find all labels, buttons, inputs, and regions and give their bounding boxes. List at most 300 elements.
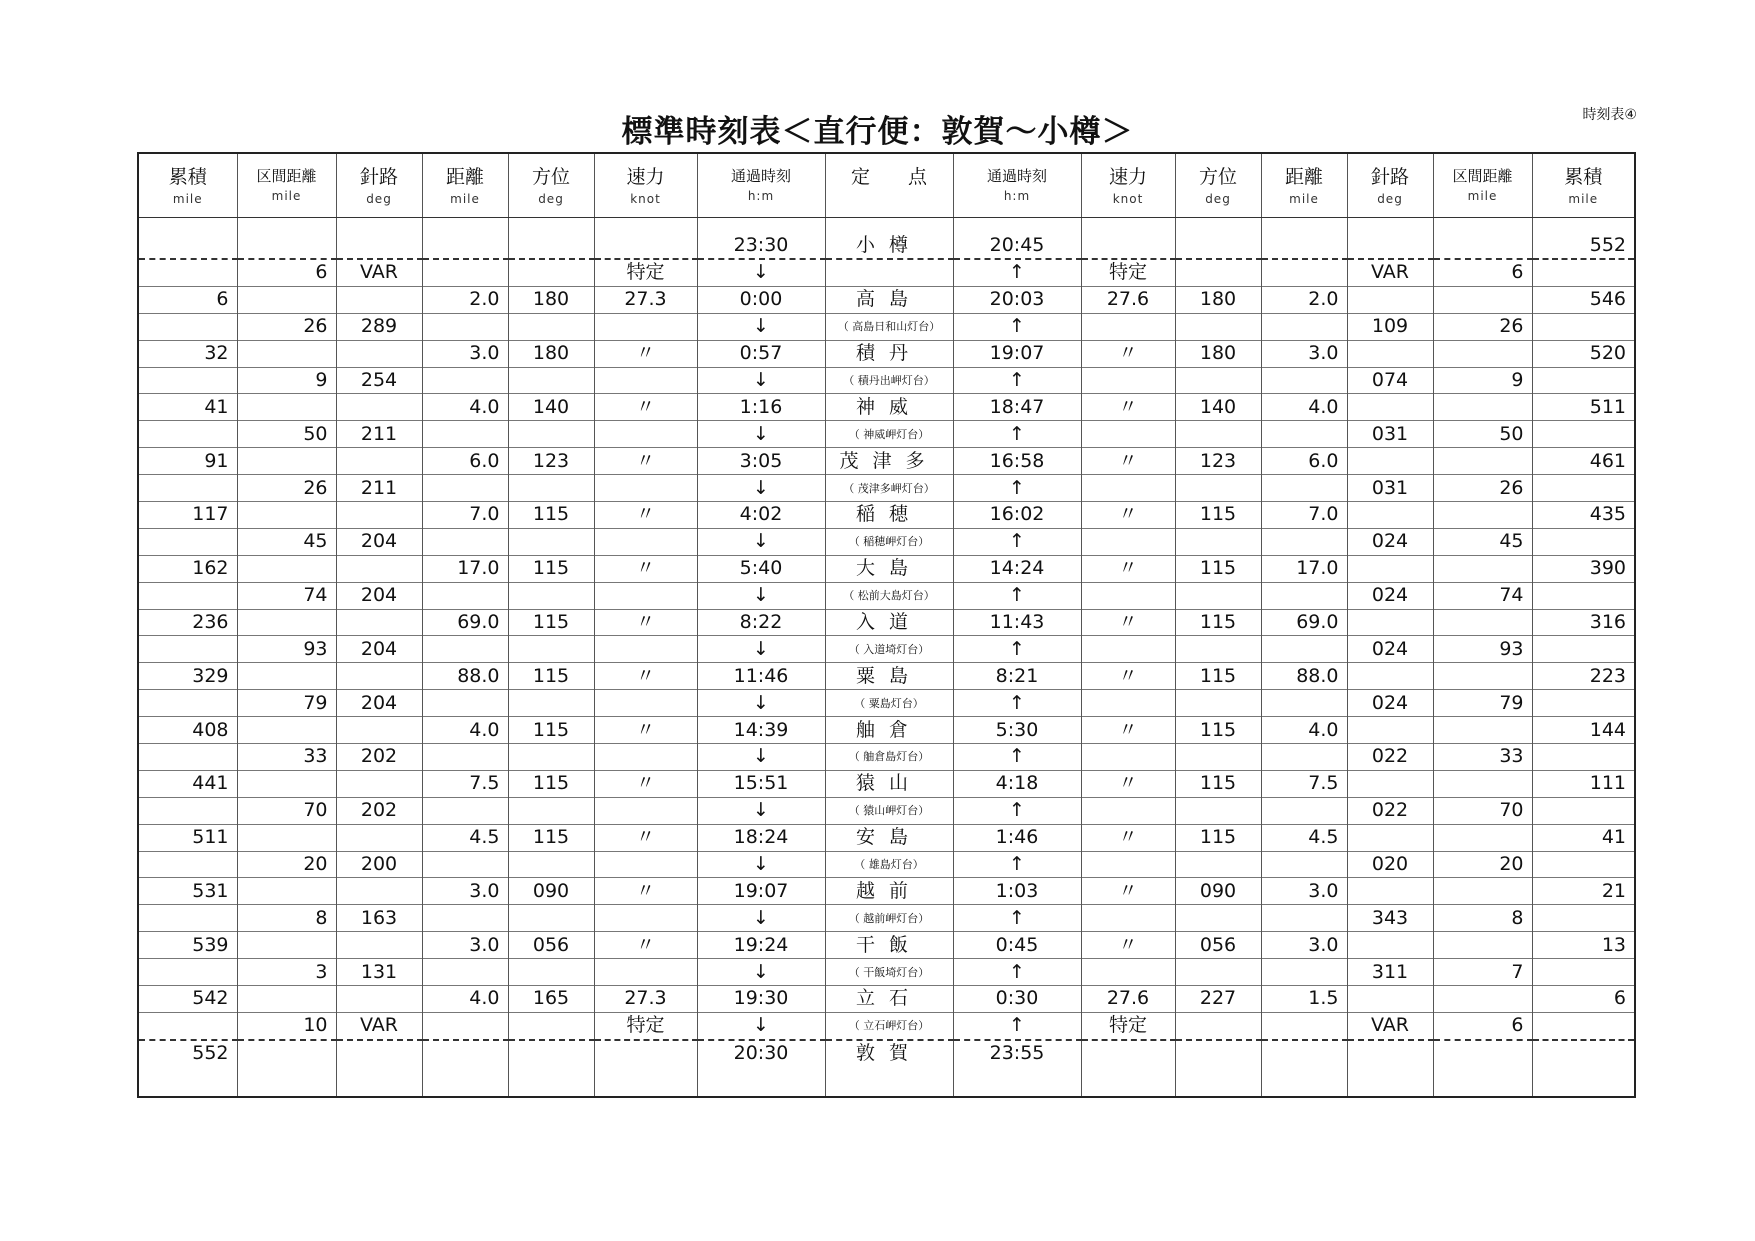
empty-cell [237, 770, 336, 797]
page-id: 時刻表④ [1582, 107, 1637, 123]
speed-cell [1081, 421, 1175, 448]
speed-cell: 特定 [594, 1012, 697, 1039]
empty-cell [422, 582, 508, 609]
empty-cell [237, 1040, 336, 1097]
course-cell: 031 [1347, 421, 1433, 448]
distance-cell: 3.0 [1261, 878, 1347, 905]
cumulative-cell: 91 [138, 448, 237, 475]
bearing-cell: 180 [508, 286, 594, 313]
section-distance-cell: 74 [237, 582, 336, 609]
pass-time-cell: 11:46 [697, 663, 825, 690]
empty-cell [594, 1040, 697, 1097]
empty-cell [508, 744, 594, 771]
bearing-cell: 140 [508, 394, 594, 421]
empty-cell [336, 932, 422, 959]
empty-cell [1532, 690, 1635, 717]
empty-cell [237, 932, 336, 959]
empty-cell [1347, 1040, 1433, 1097]
empty-cell [138, 959, 237, 986]
pass-time-cell: 14:39 [697, 717, 825, 744]
speed-cell [1081, 851, 1175, 878]
up-arrow-icon: ↑ [953, 582, 1081, 609]
pass-time-cell: 16:02 [953, 502, 1081, 529]
segment-row [138, 421, 1635, 448]
distance-cell: 4.0 [422, 394, 508, 421]
empty-cell [138, 690, 237, 717]
course-cell: 211 [336, 421, 422, 448]
pass-time-cell: 0:45 [953, 932, 1081, 959]
course-cell: 202 [336, 797, 422, 824]
segment-row [138, 851, 1635, 878]
column-header-unit: mile [271, 189, 302, 203]
empty-cell [1532, 797, 1635, 824]
section-distance-cell: 79 [237, 690, 336, 717]
bearing-cell: 115 [508, 555, 594, 582]
distance-cell: 88.0 [422, 663, 508, 690]
up-arrow-icon: ↑ [953, 475, 1081, 502]
empty-cell [1175, 367, 1261, 394]
cumulative-cell: 41 [1532, 824, 1635, 851]
empty-cell [1261, 1040, 1347, 1097]
empty-cell [422, 528, 508, 555]
empty-cell [1175, 690, 1261, 717]
section-distance-cell: 26 [237, 313, 336, 340]
pass-time-cell: 0:30 [953, 986, 1081, 1013]
speed-cell: 〃 [1081, 448, 1175, 475]
down-arrow-icon: ↓ [697, 1012, 825, 1039]
distance-cell: 7.5 [422, 770, 508, 797]
section-distance-cell: 26 [1433, 475, 1532, 502]
pass-time-cell: 1:03 [953, 878, 1081, 905]
empty-cell [138, 744, 237, 771]
pass-time-cell: 19:07 [953, 340, 1081, 367]
distance-cell: 7.0 [422, 502, 508, 529]
empty-cell [237, 609, 336, 636]
empty-cell [1532, 851, 1635, 878]
empty-cell [138, 851, 237, 878]
fixed-point-row [138, 448, 1635, 475]
section-distance-cell: 26 [237, 475, 336, 502]
empty-cell [1347, 609, 1433, 636]
empty-cell [508, 797, 594, 824]
pass-time-cell: 5:40 [697, 555, 825, 582]
lighthouse-name: （ 稲穂岬灯台） [825, 528, 953, 555]
course-cell: 204 [336, 636, 422, 663]
empty-cell [1433, 448, 1532, 475]
down-arrow-icon: ↓ [697, 959, 825, 986]
down-arrow-icon: ↓ [697, 475, 825, 502]
distance-cell: 69.0 [422, 609, 508, 636]
empty-cell [1261, 1012, 1347, 1039]
empty-cell [422, 636, 508, 663]
bearing-cell: 115 [508, 824, 594, 851]
cumulative-cell: 316 [1532, 609, 1635, 636]
empty-cell [1175, 218, 1261, 260]
fixed-point-row [138, 555, 1635, 582]
column-header [1433, 153, 1532, 218]
column-header-unit: deg [538, 192, 564, 206]
segment-row [138, 1012, 1635, 1039]
segment-row [138, 797, 1635, 824]
section-distance-cell: 79 [1433, 690, 1532, 717]
distance-cell: 4.5 [1261, 824, 1347, 851]
empty-cell [1433, 932, 1532, 959]
course-cell: 204 [336, 582, 422, 609]
speed-cell: 特定 [1081, 1012, 1175, 1039]
bearing-cell: 123 [508, 448, 594, 475]
column-header [1532, 153, 1635, 218]
empty-cell [508, 905, 594, 932]
cumulative-cell: 236 [138, 609, 237, 636]
empty-cell [237, 394, 336, 421]
column-header-unit: mile [450, 192, 480, 206]
speed-cell [594, 475, 697, 502]
speed-cell: 〃 [1081, 717, 1175, 744]
segment-row [138, 636, 1635, 663]
bearing-cell: 056 [1175, 932, 1261, 959]
empty-cell [1347, 218, 1433, 260]
segment-row [138, 959, 1635, 986]
column-header-label: 区間距離 [1452, 167, 1513, 185]
segment-row [138, 582, 1635, 609]
cumulative-cell: 390 [1532, 555, 1635, 582]
segment-row [138, 475, 1635, 502]
column-header-unit: knot [1112, 192, 1144, 206]
fixed-point-row [138, 394, 1635, 421]
cumulative-cell: 223 [1532, 663, 1635, 690]
empty-cell [422, 218, 508, 260]
empty-cell [1347, 394, 1433, 421]
speed-cell: 特定 [1081, 259, 1175, 286]
column-header [237, 153, 336, 218]
down-arrow-icon: ↓ [697, 582, 825, 609]
section-distance-cell: 9 [237, 367, 336, 394]
empty-cell [1081, 218, 1175, 260]
up-arrow-icon: ↑ [953, 636, 1081, 663]
cumulative-cell: 6 [138, 286, 237, 313]
empty-cell [1347, 824, 1433, 851]
up-arrow-icon: ↑ [953, 744, 1081, 771]
fixed-point-name: 舳倉 [825, 717, 953, 744]
empty-cell [138, 636, 237, 663]
up-arrow-icon: ↑ [953, 905, 1081, 932]
speed-cell: 〃 [1081, 609, 1175, 636]
pass-time-cell: 8:22 [697, 609, 825, 636]
column-header-label: 針路 [1370, 166, 1409, 188]
pass-time-cell: 11:43 [953, 609, 1081, 636]
speed-cell: 〃 [594, 340, 697, 367]
speed-cell [1081, 744, 1175, 771]
lighthouse-name: （ 高島日和山灯台） [825, 313, 953, 340]
speed-cell [594, 636, 697, 663]
pass-time-cell: 19:30 [697, 986, 825, 1013]
fixed-point-name: 敦賀 [825, 1040, 953, 1097]
empty-cell [336, 448, 422, 475]
down-arrow-icon: ↓ [697, 259, 825, 286]
column-header-label: 速力 [1108, 166, 1147, 188]
column-header-unit: mile [1289, 192, 1319, 206]
course-cell: 024 [1347, 582, 1433, 609]
empty-cell [1347, 770, 1433, 797]
bearing-cell: 227 [1175, 986, 1261, 1013]
section-distance-cell: 10 [237, 1012, 336, 1039]
empty-cell [1433, 824, 1532, 851]
column-header-label: 通過時刻 [730, 167, 791, 185]
course-cell: 024 [1347, 636, 1433, 663]
empty-cell [1175, 1040, 1261, 1097]
fixed-point-name: 干飯 [825, 932, 953, 959]
empty-cell [237, 502, 336, 529]
empty-cell [1261, 421, 1347, 448]
speed-cell: 〃 [1081, 394, 1175, 421]
down-arrow-icon: ↓ [697, 905, 825, 932]
segment-row [138, 259, 1635, 286]
fixed-point-name: 積丹 [825, 340, 953, 367]
empty-cell [1532, 744, 1635, 771]
lighthouse-name: （ 舳倉島灯台） [825, 744, 953, 771]
segment-row [138, 313, 1635, 340]
course-cell: 289 [336, 313, 422, 340]
lighthouse-name: （ 越前岬灯台） [825, 905, 953, 932]
bearing-cell: 115 [508, 663, 594, 690]
empty-cell [508, 851, 594, 878]
bearing-cell: 180 [1175, 286, 1261, 313]
empty-cell [1347, 663, 1433, 690]
speed-cell [594, 528, 697, 555]
bearing-cell: 140 [1175, 394, 1261, 421]
column-header [1081, 153, 1175, 218]
bearing-cell: 115 [1175, 555, 1261, 582]
pass-time-cell: 20:30 [697, 1040, 825, 1097]
empty-cell [138, 313, 237, 340]
empty-cell [1532, 905, 1635, 932]
empty-cell [1532, 367, 1635, 394]
empty-cell [508, 218, 594, 260]
empty-cell [1433, 1040, 1532, 1097]
empty-cell [237, 824, 336, 851]
column-header [422, 153, 508, 218]
speed-cell [1081, 528, 1175, 555]
bearing-cell: 090 [508, 878, 594, 905]
column-header-unit: knot [630, 192, 661, 206]
fixed-point-row [138, 340, 1635, 367]
section-distance-cell: 33 [1433, 744, 1532, 771]
column-header [1261, 153, 1347, 218]
column-header-label: 方位 [531, 166, 570, 188]
column-header [508, 153, 594, 218]
bearing-cell: 056 [508, 932, 594, 959]
column-header-label: 距離 [1284, 166, 1323, 188]
empty-cell [1532, 1040, 1635, 1097]
empty-cell [138, 528, 237, 555]
speed-cell: 〃 [594, 502, 697, 529]
lighthouse-name: （ 雄島灯台） [825, 851, 953, 878]
empty-cell [1433, 986, 1532, 1013]
section-distance-cell: 6 [1433, 259, 1532, 286]
fixed-point-row [138, 663, 1635, 690]
fixed-point-name: 稲穂 [825, 502, 953, 529]
pass-time-cell: 5:30 [953, 717, 1081, 744]
distance-cell: 4.0 [1261, 394, 1347, 421]
speed-cell: 〃 [594, 770, 697, 797]
empty-cell [1532, 259, 1635, 286]
lighthouse-name: （ 茂津多岬灯台） [825, 475, 953, 502]
course-cell: 024 [1347, 528, 1433, 555]
empty-cell [237, 555, 336, 582]
section-distance-cell: 33 [237, 744, 336, 771]
bearing-cell: 115 [1175, 824, 1261, 851]
distance-cell: 4.5 [422, 824, 508, 851]
empty-cell [1347, 555, 1433, 582]
empty-cell [1433, 340, 1532, 367]
cumulative-cell: 13 [1532, 932, 1635, 959]
cumulative-cell: 41 [138, 394, 237, 421]
segment-row [138, 367, 1635, 394]
up-arrow-icon: ↑ [953, 851, 1081, 878]
empty-cell [508, 313, 594, 340]
column-header-label: 累積 [1564, 166, 1603, 188]
empty-cell [422, 690, 508, 717]
empty-cell [336, 770, 422, 797]
cumulative-cell: 144 [1532, 717, 1635, 744]
speed-cell [594, 313, 697, 340]
empty-cell [1175, 905, 1261, 932]
speed-cell [1081, 367, 1175, 394]
lighthouse-name: （ 神威岬灯台） [825, 421, 953, 448]
pass-time-cell: 1:16 [697, 394, 825, 421]
course-cell: 022 [1347, 797, 1433, 824]
empty-cell [422, 797, 508, 824]
end-row [138, 1040, 1635, 1097]
empty-cell [336, 555, 422, 582]
lighthouse-name: （ 入道埼灯台） [825, 636, 953, 663]
section-distance-cell: 50 [237, 421, 336, 448]
bearing-cell: 115 [1175, 717, 1261, 744]
empty-cell [1532, 475, 1635, 502]
empty-cell [336, 502, 422, 529]
empty-cell [508, 1040, 594, 1097]
speed-cell: 〃 [1081, 824, 1175, 851]
empty-cell [237, 340, 336, 367]
empty-cell [508, 636, 594, 663]
empty-cell [237, 717, 336, 744]
empty-cell [336, 609, 422, 636]
section-distance-cell: 50 [1433, 421, 1532, 448]
empty-cell [1532, 421, 1635, 448]
empty-cell [1261, 582, 1347, 609]
section-distance-cell: 7 [1433, 959, 1532, 986]
fixed-point-row [138, 932, 1635, 959]
empty-cell [422, 421, 508, 448]
empty-cell [336, 717, 422, 744]
empty-cell [1261, 959, 1347, 986]
empty-cell [336, 340, 422, 367]
empty-cell [508, 959, 594, 986]
fixed-point-name: 神威 [825, 394, 953, 421]
column-header [138, 153, 237, 218]
up-arrow-icon: ↑ [953, 367, 1081, 394]
course-cell: 211 [336, 475, 422, 502]
speed-cell: 27.3 [594, 986, 697, 1013]
fixed-point-name: 高島 [825, 286, 953, 313]
course-cell: 131 [336, 959, 422, 986]
empty-cell [138, 475, 237, 502]
distance-cell: 2.0 [1261, 286, 1347, 313]
empty-cell [1532, 313, 1635, 340]
section-distance-cell: 93 [237, 636, 336, 663]
speed-cell: 〃 [594, 824, 697, 851]
empty-cell [1433, 878, 1532, 905]
up-arrow-icon: ↑ [953, 797, 1081, 824]
empty-cell [1433, 717, 1532, 744]
empty-cell [237, 986, 336, 1013]
empty-cell [1175, 1012, 1261, 1039]
down-arrow-icon: ↓ [697, 313, 825, 340]
empty-cell [1433, 394, 1532, 421]
distance-cell: 88.0 [1261, 663, 1347, 690]
empty-cell [336, 218, 422, 260]
up-arrow-icon: ↑ [953, 959, 1081, 986]
speed-cell [1081, 313, 1175, 340]
fixed-point-row [138, 502, 1635, 529]
empty-cell [336, 663, 422, 690]
fixed-point-name: 立石 [825, 986, 953, 1013]
empty-cell [422, 313, 508, 340]
column-header-label: 距離 [445, 166, 484, 188]
down-arrow-icon: ↓ [697, 797, 825, 824]
pass-time-cell: 19:24 [697, 932, 825, 959]
empty-cell [1347, 340, 1433, 367]
section-distance-cell: 20 [1433, 851, 1532, 878]
empty-cell [1347, 717, 1433, 744]
segment-row [138, 528, 1635, 555]
speed-cell: 〃 [594, 394, 697, 421]
empty-cell [1175, 528, 1261, 555]
empty-cell [336, 394, 422, 421]
page-title: 標準時刻表＜直行便：敦賀～小樽＞ [621, 114, 1134, 150]
pass-time-cell: 4:18 [953, 770, 1081, 797]
speed-cell [1081, 690, 1175, 717]
empty-cell [1433, 555, 1532, 582]
cumulative-cell: 32 [138, 340, 237, 367]
empty-cell [336, 286, 422, 313]
empty-cell [1433, 286, 1532, 313]
fixed-point-row [138, 878, 1635, 905]
empty-cell [1347, 986, 1433, 1013]
down-arrow-icon: ↓ [697, 851, 825, 878]
speed-cell: 〃 [594, 932, 697, 959]
bearing-cell: 180 [1175, 340, 1261, 367]
column-header-unit: mile [172, 192, 203, 206]
cumulative-cell: 111 [1532, 770, 1635, 797]
cumulative-cell: 552 [138, 1040, 237, 1097]
empty-cell [237, 286, 336, 313]
section-distance-cell: 20 [237, 851, 336, 878]
speed-cell: 〃 [1081, 555, 1175, 582]
pass-time-cell: 3:05 [697, 448, 825, 475]
up-arrow-icon: ↑ [953, 528, 1081, 555]
section-distance-cell: 74 [1433, 582, 1532, 609]
fixed-point-name: 猿山 [825, 770, 953, 797]
bearing-cell: 165 [508, 986, 594, 1013]
lighthouse-name [825, 259, 953, 286]
empty-cell [1261, 690, 1347, 717]
course-cell: 109 [1347, 313, 1433, 340]
speed-cell: 〃 [1081, 878, 1175, 905]
empty-cell [336, 1040, 422, 1097]
empty-cell [237, 663, 336, 690]
distance-cell: 4.0 [422, 717, 508, 744]
